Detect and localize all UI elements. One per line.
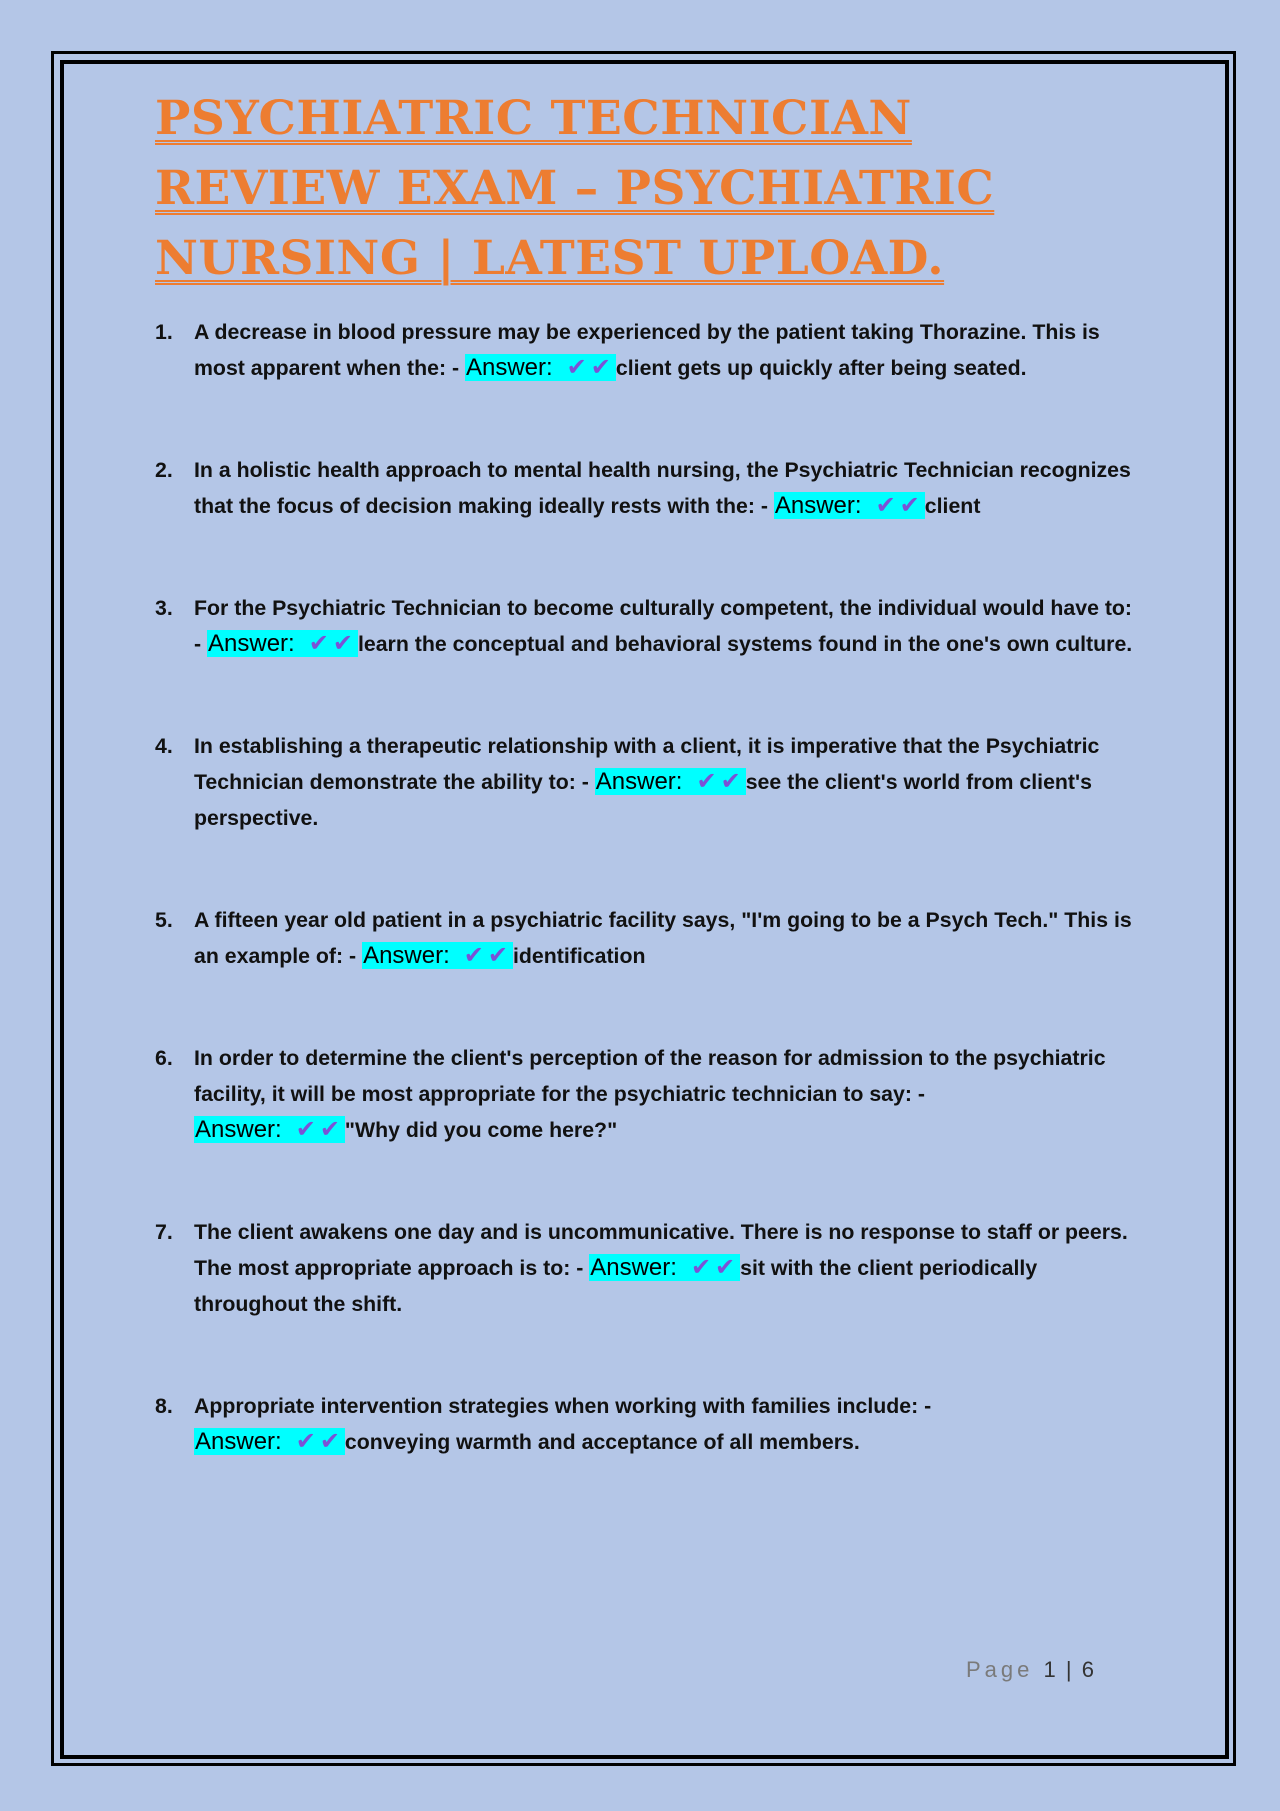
check-marks-icon: ✔✔ <box>295 1428 344 1455</box>
question-number: 4. <box>155 734 173 758</box>
check-marks-icon: ✔✔ <box>696 768 745 795</box>
question-text: In establishing a therapeutic relationship with a client, it is imperative that the Psychiatric Technician demonstrate the ability to: - <box>194 734 1100 794</box>
answer-tag <box>194 1116 345 1143</box>
answer-tag <box>465 354 616 381</box>
answer-tag <box>595 768 746 795</box>
question-text: The client awakens one day and is uncommunicative. There is no response to staff or peers. The most appropriate approach is to: - <box>194 1220 1128 1280</box>
question-number: 3. <box>155 596 173 620</box>
answer-label: Answer: <box>595 768 683 795</box>
answer-label: Answer: <box>465 354 553 381</box>
answer-text: learn the conceptual and behavioral systems found in the one's own culture. <box>357 632 1133 656</box>
answer-text: client <box>924 494 981 518</box>
page-number: 1 | 6 <box>1043 1657 1096 1682</box>
check-marks-icon: ✔✔ <box>295 1116 344 1143</box>
question-text: Appropriate intervention strategies when working with families include: - <box>194 1394 932 1418</box>
answer-tag <box>774 492 925 519</box>
question-text: In order to determine the client's perception of the reason for admission to the psychiatric facility, it will be most appropriate for the psychiatric technician to say: - <box>194 1046 1106 1106</box>
check-marks-icon: ✔✔ <box>690 1254 740 1281</box>
question-item <box>155 314 1135 386</box>
question-text: In a holistic health approach to mental health nursing, the Psychiatric Technician recognizes that the focus of decision making ideally rests with the: - <box>194 458 1131 518</box>
question-number: 6. <box>155 1046 173 1070</box>
page-content <box>155 84 1135 1460</box>
answer-label: Answer: <box>195 1116 282 1143</box>
answer-label: Answer: <box>195 1428 282 1455</box>
question-text: A fifteen year old patient in a psychiatric facility says, "I'm going to be a Psych Tech." This is an example of: - <box>194 908 1132 968</box>
page-footer <box>966 1657 1096 1683</box>
question-list <box>155 314 1135 1460</box>
answer-label: Answer: <box>208 630 295 657</box>
question-item <box>155 1214 1135 1322</box>
question-text: A decrease in blood pressure may be experienced by the patient taking Thorazine. This is most apparent when the: - <box>194 320 1100 380</box>
question-item <box>155 1388 1135 1460</box>
question-text: For the Psychiatric Technician to become culturally competent, the individual would have to: - <box>194 596 1133 656</box>
answer-tag <box>207 630 358 657</box>
page-label: Page <box>966 1657 1034 1682</box>
answer-text: "Why did you come here?" <box>344 1118 618 1142</box>
answer-label: Answer: <box>363 942 450 969</box>
question-item <box>155 590 1135 662</box>
question-number: 5. <box>155 908 173 932</box>
answer-text: sit with the client periodically throughout the shift. <box>194 1256 1038 1316</box>
answer-tag <box>589 1254 740 1281</box>
question-item <box>155 452 1135 524</box>
question-number: 2. <box>155 458 173 482</box>
check-marks-icon: ✔✔ <box>875 492 924 519</box>
answer-label: Answer: <box>774 492 862 519</box>
answer-tag <box>362 942 513 969</box>
document-title: PSYCHIATRIC TECHNICIAN REVIEW EXAM – PSYCHIATRIC NURSING | LATEST UPLOAD. <box>155 91 995 286</box>
answer-text: identification <box>512 944 646 968</box>
answer-text: conveying warmth and acceptance of all members. <box>344 1430 860 1454</box>
check-marks-icon: ✔✔ <box>566 354 615 381</box>
question-number: 8. <box>155 1394 173 1418</box>
question-number: 7. <box>155 1220 173 1244</box>
question-item <box>155 1040 1135 1148</box>
answer-tag <box>194 1428 345 1455</box>
question-item <box>155 902 1135 974</box>
check-marks-icon: ✔✔ <box>308 630 357 657</box>
answer-text: see the client's world from client's perspective. <box>194 770 1092 830</box>
check-marks-icon: ✔✔ <box>463 942 512 969</box>
question-number: 1. <box>155 320 173 344</box>
answer-label: Answer: <box>590 1254 677 1281</box>
answer-text: client gets up quickly after being seated. <box>615 356 1027 380</box>
question-item <box>155 728 1135 836</box>
